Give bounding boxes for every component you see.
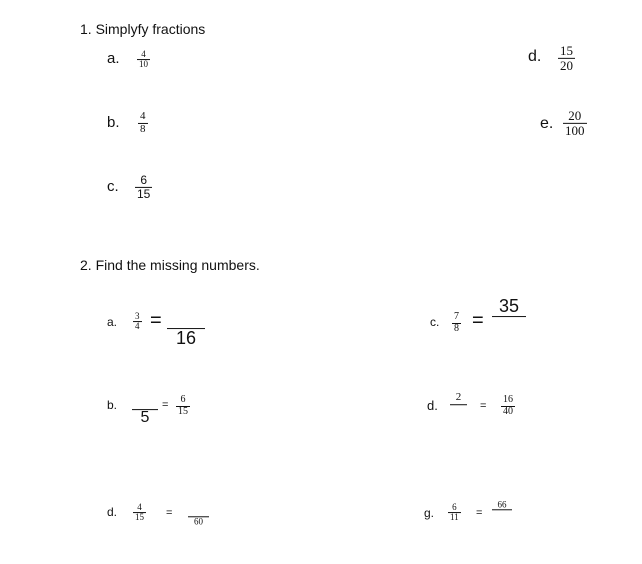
denominator: 11 bbox=[450, 512, 459, 523]
item-label: c. bbox=[107, 178, 119, 195]
numerator: 6 bbox=[180, 394, 186, 405]
denominator: 5 bbox=[140, 409, 150, 427]
item-label: g. bbox=[424, 506, 435, 520]
left-fraction bbox=[452, 312, 461, 334]
numerator: 66 bbox=[497, 499, 507, 510]
fraction bbox=[558, 44, 575, 72]
numerator: 6 bbox=[452, 502, 457, 513]
left-fraction bbox=[448, 503, 461, 523]
numerator: 15 bbox=[560, 42, 573, 58]
denominator: 15 bbox=[137, 186, 151, 201]
fraction bbox=[137, 50, 150, 70]
left-fraction bbox=[132, 393, 158, 427]
denominator: 20 bbox=[560, 57, 573, 73]
denominator: 16 bbox=[175, 328, 197, 349]
item-label: d. bbox=[528, 48, 542, 65]
equals-sign: = bbox=[150, 309, 162, 332]
item-label: b. bbox=[107, 398, 118, 412]
item-label: a. bbox=[107, 315, 118, 329]
numerator: 7 bbox=[454, 311, 459, 322]
denominator: 15 bbox=[135, 512, 144, 523]
equals-sign: = bbox=[162, 399, 169, 411]
denominator: 15 bbox=[178, 405, 188, 417]
numerator: 2 bbox=[455, 391, 462, 404]
numerator: 4 bbox=[141, 49, 146, 60]
numerator: 3 bbox=[135, 311, 140, 322]
numerator-blank bbox=[184, 310, 188, 328]
numerator: 4 bbox=[137, 502, 142, 513]
item-label: a. bbox=[107, 50, 120, 67]
numerator: 6 bbox=[140, 172, 148, 187]
denominator-blank bbox=[457, 405, 461, 416]
denominator-blank bbox=[507, 317, 511, 335]
denominator: 8 bbox=[140, 122, 146, 135]
right-fraction bbox=[492, 297, 526, 335]
left-fraction bbox=[133, 503, 146, 523]
item-label: d. bbox=[427, 398, 438, 413]
equals-sign: = bbox=[166, 507, 173, 519]
item-label: d. bbox=[107, 505, 118, 519]
fraction bbox=[135, 174, 152, 200]
denominator: 10 bbox=[139, 59, 148, 70]
numerator: 4 bbox=[140, 109, 146, 122]
left-fraction bbox=[133, 312, 142, 332]
numerator-blank bbox=[143, 393, 147, 409]
denominator: 8 bbox=[454, 322, 459, 334]
item-label: c. bbox=[430, 315, 440, 329]
right-fraction bbox=[167, 310, 205, 348]
denominator: 60 bbox=[194, 516, 203, 527]
denominator: 4 bbox=[135, 321, 140, 332]
right-fraction bbox=[492, 500, 512, 519]
denominator-blank bbox=[500, 511, 504, 520]
fraction bbox=[563, 109, 587, 137]
numerator-blank bbox=[197, 507, 201, 516]
right-fraction bbox=[176, 395, 190, 417]
left-fraction bbox=[450, 392, 467, 416]
right-fraction bbox=[501, 395, 515, 417]
numerator: 20 bbox=[568, 107, 582, 123]
denominator: 40 bbox=[503, 405, 513, 417]
question-1-title: 1. Simplyfy fractions bbox=[80, 21, 206, 37]
item-label: e. bbox=[540, 115, 554, 132]
equals-sign: = bbox=[480, 400, 487, 412]
numerator: 16 bbox=[503, 394, 513, 405]
equals-sign: = bbox=[476, 507, 483, 519]
equals-sign: = bbox=[472, 309, 484, 332]
fraction bbox=[138, 111, 148, 135]
right-fraction bbox=[188, 507, 209, 526]
question-2-title: 2. Find the missing numbers. bbox=[80, 257, 260, 273]
denominator: 100 bbox=[565, 122, 585, 138]
numerator: 35 bbox=[498, 296, 520, 317]
item-label: b. bbox=[107, 114, 120, 131]
